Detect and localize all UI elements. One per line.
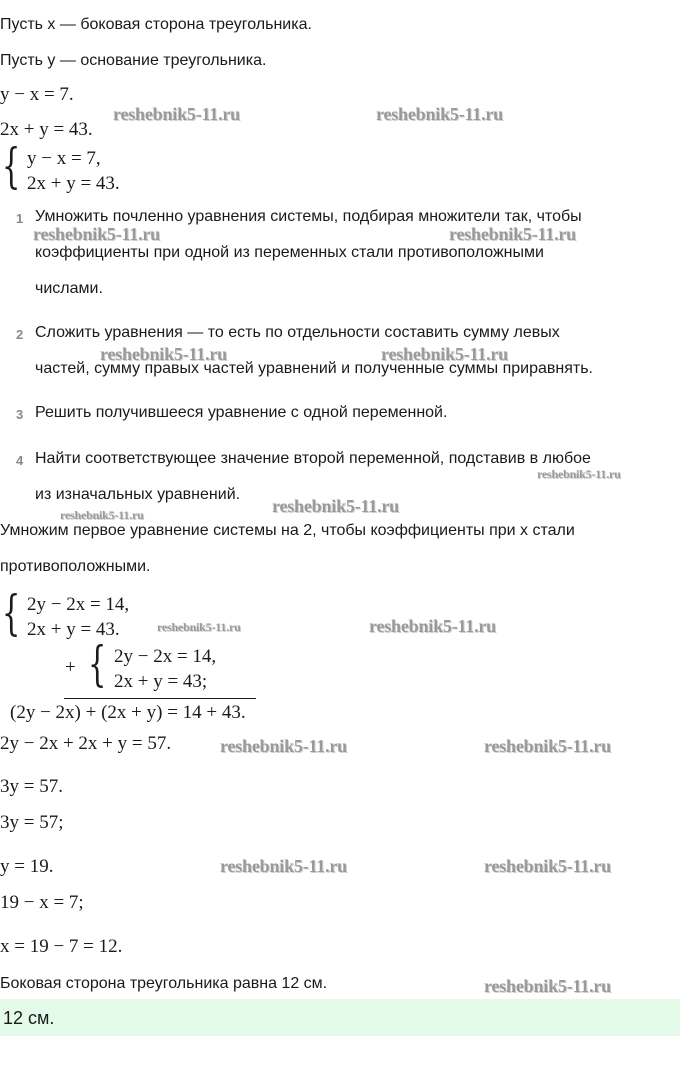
watermark: reshebnik5-11.ru — [484, 976, 611, 996]
step-2-number: 2 — [16, 327, 24, 342]
watermark: reshebnik5-11.ru — [484, 856, 611, 876]
step-3-number: 3 — [16, 407, 24, 422]
system-1-eq-a: y − x = 7, — [27, 148, 101, 169]
multiply-text-line-2: противоположными. — [0, 558, 151, 575]
system-1-eq-b: 2x + y = 43. — [27, 173, 120, 194]
system-2-eq-a: 2y − 2x = 14, — [27, 594, 130, 615]
watermark: reshebnik5-11.ru — [157, 620, 241, 634]
system-2-eq-b: 2x + y = 43. — [27, 619, 120, 640]
watermark: reshebnik5-11.ru — [381, 344, 508, 364]
solution-step-3: 3y = 57; — [0, 812, 64, 833]
step-1-line-3: числами. — [35, 280, 103, 297]
step-1-line-1: Умножить почленно уравнения системы, подбирая множители так, чтобы — [35, 208, 582, 225]
addition-sum: (2y − 2x) + (2x + y) = 14 + 43. — [10, 702, 246, 723]
answer-box — [0, 999, 680, 1036]
answer-text: 12 см. — [3, 1008, 55, 1028]
multiply-text-line-1: Умножим первое уравнение системы на 2, чтобы коэффициенты при x стали — [0, 522, 575, 539]
watermark: reshebnik5-11.ru — [220, 856, 347, 876]
intro-line-1: Пусть x — боковая сторона треугольника. — [0, 16, 312, 33]
watermark: reshebnik5-11.ru — [376, 104, 503, 124]
watermark: reshebnik5-11.ru — [33, 224, 160, 244]
watermark: reshebnik5-11.ru — [113, 104, 240, 124]
system-1-brace: { — [2, 138, 21, 194]
solution-step-4: y = 19. — [0, 856, 54, 877]
step-4-line-1: Найти соответствующее значение второй переменной, подставив в любое — [35, 450, 591, 467]
watermark: reshebnik5-11.ru — [272, 496, 399, 516]
conclusion-text: Боковая сторона треугольника равна 12 см. — [0, 975, 328, 992]
solution-step-1: 2y − 2x + 2x + y = 57. — [0, 733, 172, 754]
watermark: reshebnik5-11.ru — [60, 508, 144, 522]
solution-step-5: 19 − x = 7; — [0, 892, 84, 913]
step-1-number: 1 — [16, 211, 24, 226]
solution-step-6: x = 19 − 7 = 12. — [0, 936, 123, 957]
watermark: reshebnik5-11.ru — [484, 736, 611, 756]
addition-eq-b: 2x + y = 43; — [114, 671, 208, 692]
intro-line-2: Пусть y — основание треугольника. — [0, 52, 267, 69]
watermark: reshebnik5-11.ru — [537, 467, 621, 481]
step-4-number: 4 — [16, 453, 24, 468]
watermark: reshebnik5-11.ru — [449, 224, 576, 244]
watermark: reshebnik5-11.ru — [220, 736, 347, 756]
step-4-line-2: из изначальных уравнений. — [35, 486, 241, 503]
watermark: reshebnik5-11.ru — [369, 616, 496, 636]
step-3-line-1: Решить получившееся уравнение с одной переменной. — [35, 404, 448, 421]
system-2-brace: { — [2, 585, 21, 641]
addition-plus-sign: + — [65, 657, 76, 678]
step-2-line-2: частей, сумму правых частей уравнений и полученные суммы приравнять. — [35, 360, 593, 377]
step-2-line-1: Сложить уравнения — то есть по отдельности составить сумму левых — [35, 324, 560, 341]
addition-rule — [64, 698, 256, 699]
solution-step-2: 3y = 57. — [0, 776, 63, 797]
equation-1: y − x = 7. — [0, 84, 74, 105]
step-1-line-2: коэффициенты при одной из переменных стали противоположными — [35, 244, 544, 261]
addition-eq-a: 2y − 2x = 14, — [114, 646, 217, 667]
addition-brace: { — [88, 636, 107, 692]
equation-2: 2x + y = 43. — [0, 119, 93, 140]
watermark: reshebnik5-11.ru — [100, 344, 227, 364]
